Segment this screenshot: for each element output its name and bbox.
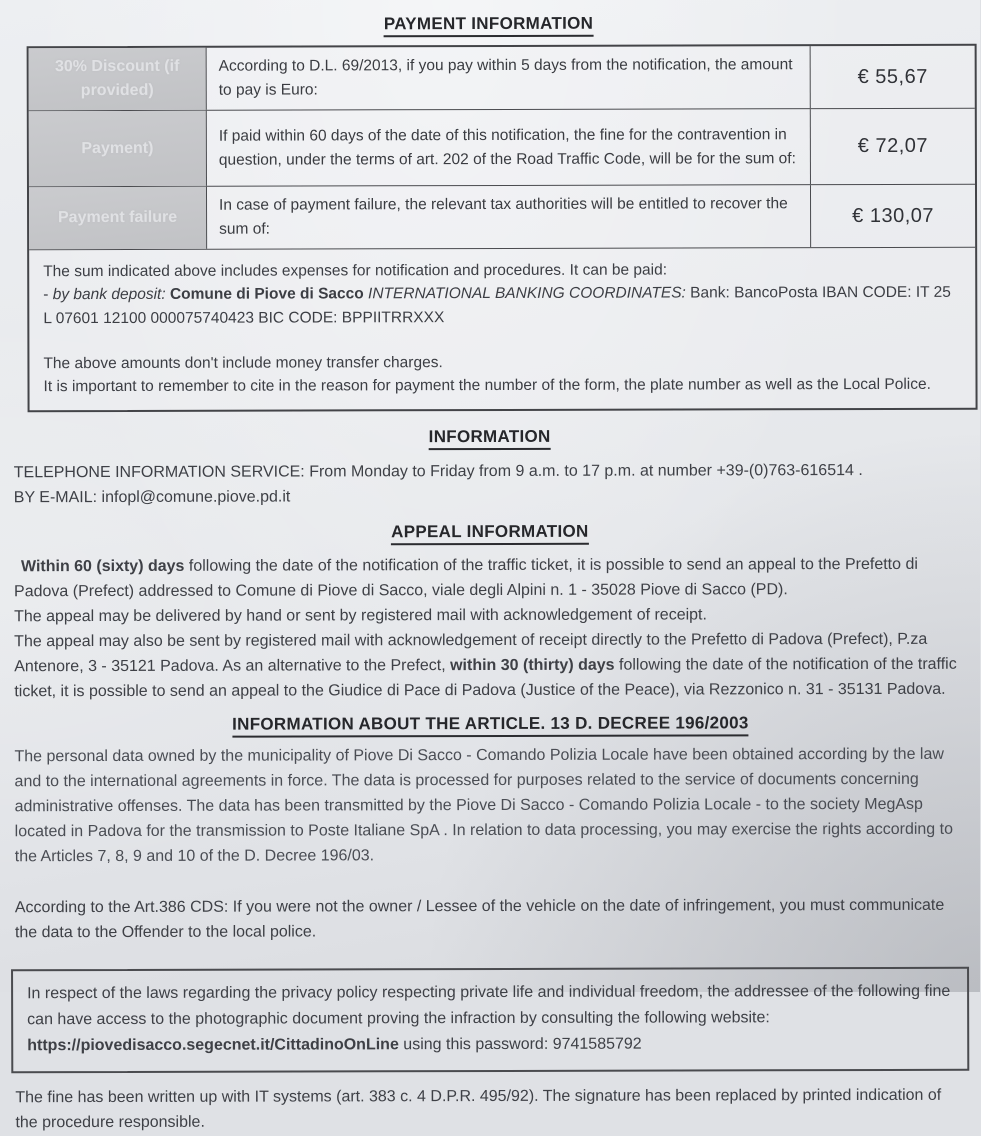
payment-notes	[29, 248, 975, 411]
notes-spacer	[43, 328, 961, 352]
privacy-box-text-mid: using this password:	[398, 1036, 553, 1054]
appeal-information-heading	[0, 521, 980, 547]
row-amount-discount: € 55,67	[810, 46, 975, 108]
footer-section	[1, 1083, 981, 1136]
payment-table	[27, 44, 978, 413]
row-label-payment: Payment)	[29, 111, 207, 186]
website-password: 9741585792	[552, 1035, 642, 1054]
notes-line-bank	[43, 281, 961, 330]
row-label-discount: 30% Discount (if provided)	[29, 48, 207, 110]
information-heading	[0, 426, 980, 452]
art-386-cds-paragraph: According to the Art.386 CDS: If you were not the owner / Lessee of the vehicle on the date of infringement, you must communicate the data to the Offender to the local police.	[14, 897, 945, 942]
notes-line-charges: The above amounts don't include money transfer charges.	[43, 353, 443, 372]
table-row-discount	[29, 46, 975, 112]
article-13-section	[0, 742, 981, 946]
row-description-discount	[207, 46, 810, 110]
notes-line-paid: The sum indicated above includes expenses for notification and procedures. It can be paid:	[43, 261, 668, 281]
row-description-payment-failure	[207, 185, 810, 249]
row-amount-payment: € 72,07	[810, 109, 975, 184]
appeal-paragraph-justice	[14, 627, 966, 704]
appeal-60-days-rest: following the date of the notification of the traffic ticket, it is possible to send an appeal to the Prefetto di Padova (Prefect) addressed to Comune di Piove di Sacco, viale degli Alpini n. 1 - 35028 Piove di Sacco (PD).	[14, 556, 918, 601]
privacy-website-box	[11, 967, 969, 1074]
appeal-paragraph-prefect	[14, 552, 966, 604]
notes-dash: -	[43, 286, 53, 304]
row-description-payment-failure-text: In case of payment failure, the relevant tax authorities will be entitled to recover the sum of:	[219, 195, 788, 238]
information-section	[0, 458, 980, 511]
table-row-payment	[29, 109, 975, 187]
appeal-section	[0, 552, 980, 705]
appeal-justice-start: The appeal may also be sent by registered mail with acknowledgement of receipt directly to the Prefetto di Padova (Prefect), P.za Antenore, 3 - 35121 Padova. As an alternative to the Prefect,	[14, 631, 928, 676]
row-amount-payment-failure: € 130,07	[810, 185, 975, 247]
notes-comune-name: Comune di Piove di Sacco	[165, 285, 369, 304]
payment-information-heading-text: PAYMENT INFORMATION	[384, 14, 593, 38]
notes-bank-deposit-label: by bank deposit:	[52, 286, 166, 304]
notes-banking-coordinates-label: INTERNATIONAL BANKING COORDINATES:	[368, 284, 686, 303]
information-heading-text: INFORMATION	[429, 427, 551, 450]
appeal-paragraph-delivery: The appeal may be delivered by hand or sent by registered mail with acknowledgement of receipt.	[14, 606, 707, 626]
row-description-payment-text: If paid within 60 days of the date of this notification, the fine for the contravention in question, under the terms of art. 202 of the Road Traffic Code, will be for the sum of:	[218, 125, 796, 169]
payment-information-heading	[0, 13, 979, 39]
personal-data-paragraph: The personal data owned by the municipality of Piove Di Sacco - Comando Polizia Locale have been obtained according by the law and to the international agreements in force. The data is processed for purposes related to the service of documents concerning administrative offenses. The data has been transmitted by the Piove Di Sacco - Comando Polizia Locale - to the society MegAsp located in Padova for the transmission to Poste Italiane SpA . In relation to data processing, you may exercise the rights according to the Articles 7, 8, 9 and 10 of the D. Decree 196/03.	[14, 746, 953, 866]
privacy-box-text-start: In respect of the laws regarding the privacy policy respecting private life and individual freedom, the addressee of the following fine can have access to the photographic document proving the infraction by consulting the following website:	[27, 983, 951, 1029]
email-info-line: BY E-MAIL: infopl@comune.piove.pd.it	[13, 488, 291, 507]
appeal-justice-rest: following the date of the notification of the traffic ticket, it is possible to send an appeal to the Giudice di Pace di Padova (Justice of the Peace), via Rezzonico n. 31 - 35131 Padova.	[14, 656, 957, 701]
notes-iban-bic: Bank: BancoPosta IBAN CODE: IT 25 L 07601 12100 000075740423 BIC CODE: BPPIITRRXXX	[43, 284, 951, 327]
notes-line-reason: It is important to remember to cite in the reason for payment the number of the form, the plate number as well as the Local Police.	[43, 375, 931, 396]
article-13-heading	[0, 713, 980, 739]
website-url: https://piovedisacco.segecnet.it/CittadinoOnLine	[27, 1036, 399, 1055]
row-description-payment	[207, 109, 810, 186]
row-label-payment-failure: Payment failure	[29, 187, 207, 249]
appeal-information-heading-text: APPEAL INFORMATION	[391, 522, 589, 546]
it-systems-paragraph: The fine has been written up with IT systems (art. 383 c. 4 D.P.R. 495/92). The signature has been replaced by printed indication of the procedure responsible.	[15, 1087, 942, 1132]
article-13-heading-text: INFORMATION ABOUT THE ARTICLE. 13 D. DECREE 196/2003	[232, 714, 749, 738]
row-description-discount-text: According to D.L. 69/2013, if you pay within 5 days from the notification, the amount to pay is Euro:	[218, 56, 793, 99]
telephone-info-line: TELEPHONE INFORMATION SERVICE: From Monday to Friday from 9 a.m. to 17 p.m. at number +39-(0)763-616514 .	[13, 462, 863, 482]
appeal-30-days-bold: within 30 (thirty) days	[450, 656, 615, 675]
appeal-60-days-bold: Within 60 (sixty) days	[20, 558, 185, 576]
table-row-payment-failure	[29, 185, 975, 251]
